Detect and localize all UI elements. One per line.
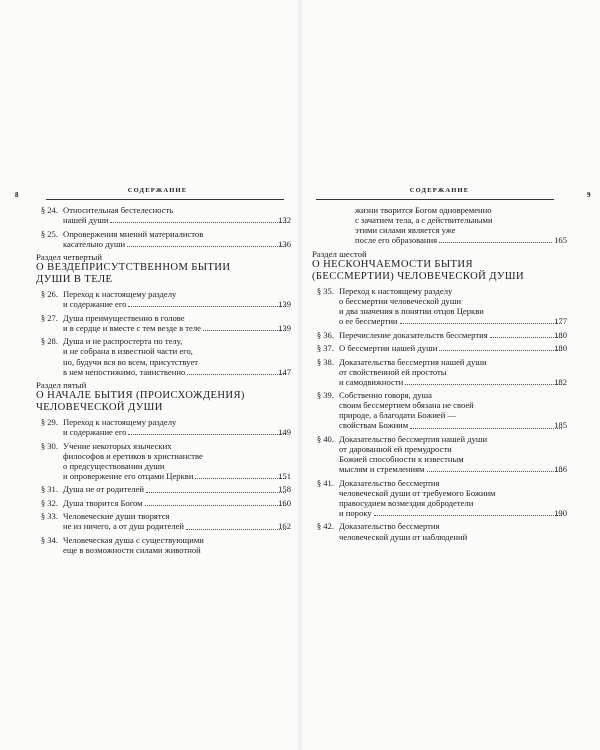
entry-line: касательно души	[63, 238, 126, 249]
entry-line: и самодвижности	[339, 376, 404, 387]
entry-line: и содержание его	[63, 299, 127, 310]
toc-entry	[36, 313, 291, 333]
entry-text	[339, 521, 567, 541]
dot-leader	[374, 515, 563, 516]
entry-line: Человеческая душа с существующими	[63, 534, 204, 545]
entry-line: Собственно говоря, душа	[339, 390, 432, 401]
entry-last-line	[339, 343, 567, 354]
entry-line: Человеческие души творятся	[63, 511, 170, 522]
entry-last-line	[63, 238, 291, 249]
entry-last-line	[63, 484, 291, 495]
section-number: § 33.	[40, 511, 58, 522]
entry-line: о бессмертии человеческой души	[339, 295, 462, 306]
entry-line: Доказательства бессмертия нашей души	[339, 356, 487, 367]
section-title	[312, 259, 567, 283]
toc-entry	[36, 229, 291, 249]
section-number: § 39.	[316, 390, 334, 401]
entry-line: от дарованной ей премудрости	[339, 444, 452, 455]
toc-entry	[312, 434, 567, 474]
entry-line: свойствам Божиим	[339, 420, 409, 431]
entry-line: жизни творится Богом одновременно	[355, 205, 492, 215]
entry-line: Душа преимущественно в голове	[63, 312, 185, 323]
entry-text	[63, 313, 291, 333]
section-number: § 26.	[40, 289, 58, 300]
entry-last-line	[339, 376, 567, 387]
toc-entry	[312, 478, 567, 518]
dot-leader	[439, 350, 562, 351]
dot-leader	[490, 337, 562, 338]
section-title-line: О ВЕЗДЕПРИСУТСТВЕННОМ БЫТИИ	[36, 262, 231, 274]
entry-line: Душа и не распростерта по телу,	[63, 336, 183, 347]
entry-line: Перечисление доказательств бессмертия	[339, 329, 488, 340]
toc-entry	[312, 357, 567, 387]
entry-line: Переход к настоящему разделу	[339, 285, 453, 296]
entry-line: еще в возможности силами животной	[63, 545, 201, 556]
entry-line: с зачатием тела, а с действительными	[355, 215, 493, 226]
entry-last-line	[339, 420, 567, 431]
dot-leader	[410, 428, 562, 429]
page-ref: 180	[554, 329, 567, 340]
entry-text	[63, 498, 291, 508]
entry-line: нашей души	[63, 215, 109, 226]
entry-last-line	[63, 521, 291, 532]
entry-text	[339, 343, 567, 353]
dot-leader	[186, 529, 286, 530]
toc-entry	[312, 521, 567, 541]
section-number: § 24.	[40, 205, 58, 215]
entry-line: природе, а благодати Божией —	[339, 410, 457, 421]
running-head-left: СОДЕРЖАНИЕ	[127, 187, 188, 194]
toc-entry	[36, 498, 291, 508]
entry-line: о ее бессмертии	[339, 316, 398, 327]
entry-last-line	[63, 215, 291, 226]
entry-last-line	[339, 329, 567, 340]
entry-line: Относительная бестелесность	[63, 205, 174, 215]
section-number: § 28.	[40, 336, 58, 347]
entry-line: философов и еретиков в христианстве	[63, 450, 203, 461]
section-title	[36, 262, 291, 286]
entry-last-line	[355, 235, 567, 245]
entry-text	[63, 417, 291, 437]
section-title	[36, 390, 291, 414]
section-number: § 37.	[316, 343, 334, 354]
entry-line: человеческой души от наблюдений	[339, 531, 468, 542]
page-number-right: 9	[587, 191, 591, 199]
entry-last-line	[339, 507, 567, 518]
entry-line: и пороку	[339, 507, 372, 518]
entry-text	[339, 478, 567, 518]
entry-last-line	[339, 464, 567, 475]
entry-line: Божией способности к известным	[339, 454, 464, 465]
entry-line: в нем непостижимо, таинственно	[63, 366, 186, 377]
entry-line: Душа творится Богом	[63, 497, 143, 508]
section-number: § 34.	[40, 534, 58, 545]
entry-last-line	[63, 366, 291, 377]
entry-text	[63, 289, 291, 309]
dot-leader	[127, 246, 286, 247]
page-number-left: 8	[15, 191, 19, 199]
dot-leader	[128, 306, 286, 307]
entry-line: Доказательство бессмертия нашей души	[339, 433, 488, 444]
entry-last-line	[63, 470, 291, 481]
dot-leader	[187, 374, 286, 375]
section-number: § 40.	[316, 433, 334, 444]
entry-text	[63, 535, 291, 555]
section-number: § 35.	[316, 285, 334, 296]
page-ref: 136	[278, 238, 291, 249]
right-toc	[312, 205, 567, 545]
entry-text	[63, 229, 291, 249]
section-number: § 36.	[316, 329, 334, 340]
entry-line: после его образования	[355, 235, 438, 246]
entry-line: и не собрана в известной части его,	[63, 346, 193, 357]
entry-last-line	[63, 299, 291, 310]
section-number: § 31.	[40, 484, 58, 495]
entry-text	[63, 205, 291, 225]
toc-entry	[312, 330, 567, 340]
section-label: Раздел пятый	[36, 380, 87, 391]
entry-line: Учение некоторых языческих	[63, 440, 172, 451]
entry-text	[63, 511, 291, 531]
entry-line: не из ничего, а от душ родителей	[63, 521, 185, 532]
page-ref: 158	[278, 484, 291, 495]
entry-line: Переход к настоящему разделу	[63, 289, 177, 300]
entry-text	[355, 205, 567, 245]
dot-leader	[128, 434, 286, 435]
entry-line: от свойственной ей простоты	[339, 366, 447, 377]
header-rule-right	[316, 199, 554, 200]
entry-line: но, будучи вся во всем, присутствует	[63, 356, 199, 367]
section-number: § 32.	[40, 497, 58, 508]
toc-group-top	[36, 205, 291, 249]
page-ref: 162	[278, 521, 291, 532]
page-ref: 160	[278, 497, 291, 508]
entry-line: Доказательство бессмертия	[339, 477, 440, 488]
page-ref: 139	[278, 299, 291, 310]
entry-line: своим бессмертием обязана не своей	[339, 400, 474, 411]
dot-leader	[203, 330, 286, 331]
entry-line: Доказательство бессмертия	[339, 521, 440, 532]
entry-line: Переход к настоящему разделу	[63, 417, 177, 428]
page-ref: 151	[278, 470, 291, 481]
toc-entry	[36, 484, 291, 494]
entry-line: и опровержение его отцами Церкви	[63, 470, 194, 481]
running-head-right: СОДЕРЖАНИЕ	[409, 187, 470, 194]
toc-entry	[312, 343, 567, 353]
entry-line: мыслям и стремлениям	[339, 464, 425, 475]
entry-line: человеческой души от требуемого Божиим	[339, 487, 496, 498]
toc-entry	[36, 205, 291, 225]
entry-text	[339, 434, 567, 474]
toc-continuation	[312, 205, 567, 245]
section-label: Раздел шестой	[312, 248, 367, 259]
page-ref: 180	[554, 343, 567, 354]
section-number: § 38.	[316, 356, 334, 367]
section-number: § 42.	[316, 521, 334, 532]
toc-group-section6	[312, 286, 567, 542]
dot-leader	[427, 471, 563, 472]
toc-group-section5	[36, 417, 291, 555]
entry-line: Опровержения мнений материалистов	[63, 228, 204, 239]
dot-leader	[400, 323, 563, 324]
section-label: Раздел четвертый	[36, 252, 103, 263]
entry-line: и в сердце и вместе с тем везде в теле	[63, 322, 201, 333]
right-page	[300, 0, 600, 750]
toc-entry	[312, 205, 567, 245]
section-number: § 30.	[40, 440, 58, 451]
section-title-line: ДУШИ В ТЕЛЕ	[36, 274, 113, 286]
toc-entry	[36, 417, 291, 437]
entry-line: О бессмертии нашей души	[339, 343, 438, 354]
toc-entry	[36, 289, 291, 309]
toc-entry	[36, 336, 291, 376]
section-title-line: О НАЧАЛЕ БЫТИЯ (ПРОИСХОЖДЕНИЯ)	[36, 390, 245, 402]
entry-line: и содержание его	[63, 427, 127, 438]
toc-entry	[36, 535, 291, 555]
entry-last-line	[63, 427, 291, 438]
toc-entry	[312, 390, 567, 430]
toc-group-section4	[36, 289, 291, 377]
entry-line: и два значения в понятии отцов Церкви	[339, 305, 484, 316]
section-number: § 41.	[316, 477, 334, 488]
entry-text	[339, 390, 567, 430]
page-ref: 182	[554, 376, 567, 387]
entry-text	[339, 330, 567, 340]
entry-text	[339, 357, 567, 387]
entry-text	[339, 286, 567, 326]
page-ref: 165	[554, 235, 567, 246]
toc-entry	[36, 511, 291, 531]
section-number: § 27.	[40, 312, 58, 323]
page-ref: 132	[278, 215, 291, 226]
entry-line: Душа не от родителей	[63, 484, 144, 495]
page-ref: 139	[278, 322, 291, 333]
entry-line: этими силами является уже	[355, 225, 456, 236]
left-toc	[36, 205, 291, 559]
section-number: § 29.	[40, 417, 58, 428]
page-ref: 186	[554, 464, 567, 475]
entry-line: правосудием возмездия добродетели	[339, 497, 474, 508]
dot-leader	[146, 492, 286, 493]
page-ref: 177	[554, 316, 567, 327]
entry-text	[63, 441, 291, 481]
section-title-line: (БЕССМЕРТИИ) ЧЕЛОВЕЧЕСКОЙ ДУШИ	[312, 270, 525, 282]
section-title-line: О НЕСКОНЧАЕМОСТИ БЫТИЯ	[312, 258, 473, 270]
page-ref: 185	[554, 420, 567, 431]
entry-text	[63, 336, 291, 376]
dot-leader	[195, 478, 286, 479]
dot-leader	[405, 384, 562, 385]
header-rule-left	[46, 199, 284, 200]
dot-leader	[110, 222, 286, 223]
section-number: § 25.	[40, 228, 58, 239]
page-ref: 190	[554, 507, 567, 518]
dot-leader	[145, 505, 287, 506]
entry-last-line	[339, 316, 567, 327]
page-ref: 149	[278, 427, 291, 438]
entry-last-line	[63, 322, 291, 333]
page-ref: 147	[278, 366, 291, 377]
entry-text	[63, 484, 291, 494]
toc-entry	[36, 441, 291, 481]
toc-entry	[312, 286, 567, 326]
section-title-line: ЧЕЛОВЕЧЕСКОЙ ДУШИ	[36, 402, 163, 414]
entry-last-line	[63, 497, 291, 508]
entry-line: о предсуществовании души	[63, 460, 165, 471]
dot-leader	[439, 242, 552, 243]
